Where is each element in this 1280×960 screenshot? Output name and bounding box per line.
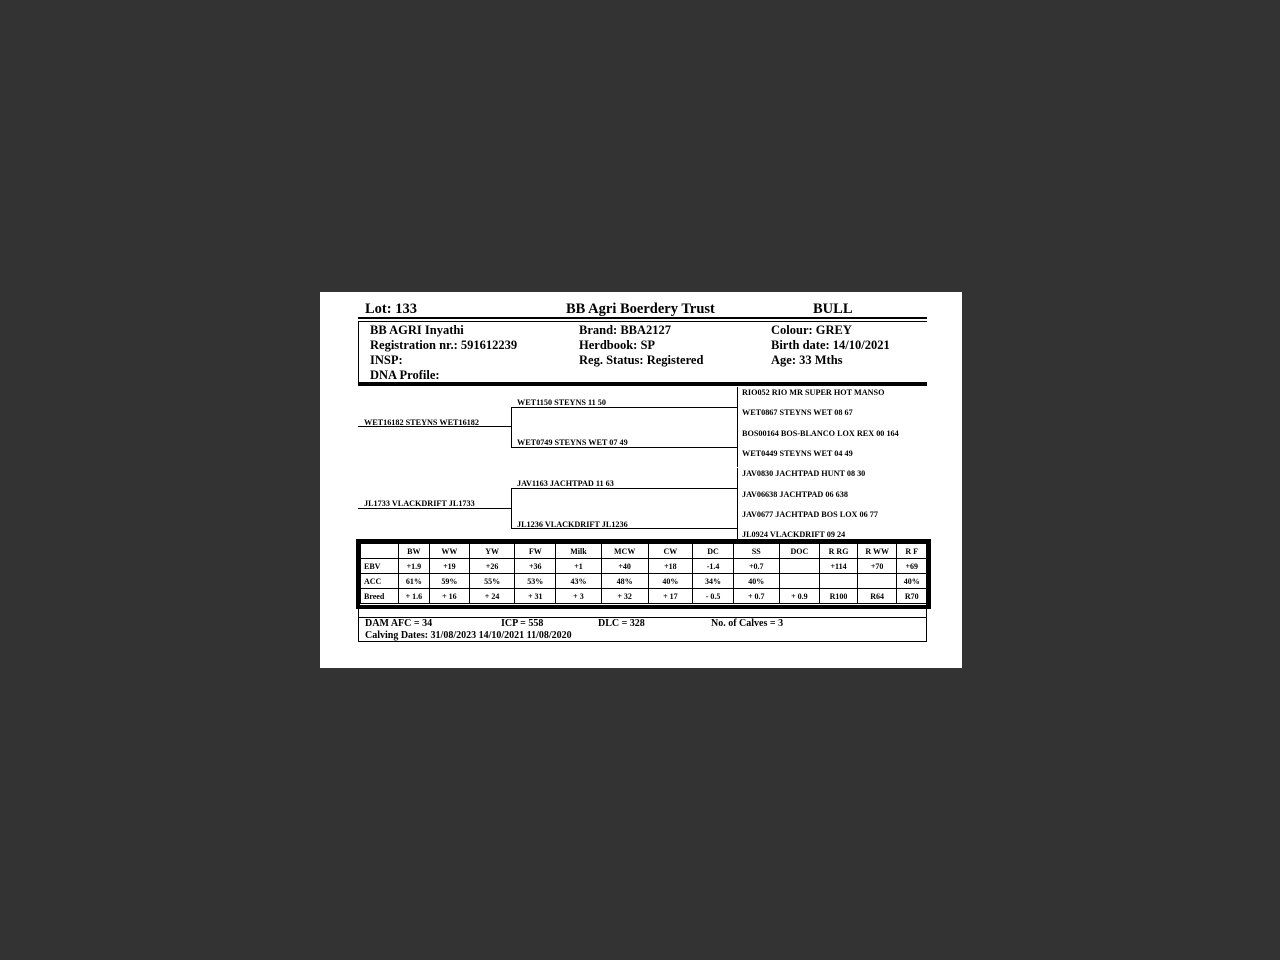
sire-bracket bbox=[511, 407, 512, 448]
acc-cell: 40% bbox=[648, 574, 693, 589]
ebv-cell: -1.4 bbox=[693, 559, 734, 574]
ancestor-8: JL0924 VLACKDRIFT 09 24 bbox=[742, 530, 846, 539]
ebv-header-cell: FW bbox=[515, 544, 556, 559]
dam-afc: DAM AFC = 34 bbox=[365, 618, 433, 629]
acc-cell: 34% bbox=[693, 574, 734, 589]
ebv-header-cell: CW bbox=[648, 544, 693, 559]
insp-label: INSP: bbox=[370, 353, 403, 367]
dna-profile-label: DNA Profile: bbox=[370, 368, 440, 382]
registration-status: Reg. Status: Registered bbox=[579, 353, 704, 367]
acc-cell bbox=[857, 574, 897, 589]
acc-cell: 59% bbox=[430, 574, 470, 589]
breed-cell: + 24 bbox=[469, 589, 515, 604]
breed-cell: + 16 bbox=[430, 589, 470, 604]
gen3-bracket-1 bbox=[737, 387, 738, 427]
ebv-header-cell: R WW bbox=[857, 544, 897, 559]
ebv-header-cell: SS bbox=[733, 544, 779, 559]
ebv-cell: +0.7 bbox=[733, 559, 779, 574]
row-label: EBV bbox=[361, 559, 399, 574]
ebv-cell bbox=[779, 559, 820, 574]
ebv-header-cell: R F bbox=[897, 544, 927, 559]
ebv-header-cell bbox=[361, 544, 399, 559]
breed-cell: + 0.9 bbox=[779, 589, 820, 604]
acc-row bbox=[361, 574, 927, 589]
sire-sire-name: WET1150 STEYNS 11 50 bbox=[517, 398, 606, 407]
acc-cell bbox=[820, 574, 858, 589]
brand: Brand: BBA2127 bbox=[579, 323, 672, 337]
breed-cell: + 32 bbox=[601, 589, 648, 604]
ebv-cell: +26 bbox=[469, 559, 515, 574]
dam-dam-name: JL1236 VLACKDRIFT JL1236 bbox=[517, 520, 628, 529]
gen3-bracket-2 bbox=[737, 427, 738, 467]
ancestor-7: JAV0677 JACHTPAD BOS LOX 06 77 bbox=[742, 510, 878, 519]
dam-name: JL1733 VLACKDRIFT JL1733 bbox=[364, 499, 475, 508]
ebv-cell: +36 bbox=[515, 559, 556, 574]
ebv-header-cell: DOC bbox=[779, 544, 820, 559]
ebv-header-cell: DC bbox=[693, 544, 734, 559]
ebv-header-cell: MCW bbox=[601, 544, 648, 559]
header-rule-top bbox=[358, 317, 927, 319]
ebv-cell: +114 bbox=[820, 559, 858, 574]
ebv-row bbox=[361, 559, 927, 574]
acc-cell: 61% bbox=[398, 574, 430, 589]
birth-date: Birth date: 14/10/2021 bbox=[771, 338, 890, 352]
ancestor-1: RIO052 RIO MR SUPER HOT MANSO bbox=[742, 388, 885, 397]
sire-dam-name: WET0749 STEYNS WET 07 49 bbox=[517, 438, 628, 447]
herdbook: Herdbook: SP bbox=[579, 338, 656, 352]
age: Age: 33 Mths bbox=[771, 353, 843, 367]
ebv-cell: +70 bbox=[857, 559, 897, 574]
ebv-header-row bbox=[361, 544, 927, 559]
dlc: DLC = 328 bbox=[598, 618, 645, 629]
lot-card bbox=[320, 292, 962, 668]
lot-number: Lot: 133 bbox=[365, 301, 417, 317]
colour: Colour: GREY bbox=[771, 323, 852, 337]
animal-name: BB AGRI Inyathi bbox=[370, 323, 464, 337]
row-label: ACC bbox=[361, 574, 399, 589]
dam-bracket bbox=[511, 488, 512, 529]
gen3-bracket-4 bbox=[737, 508, 738, 541]
ancestor-4: WET0449 STEYNS WET 04 49 bbox=[742, 449, 853, 458]
breed-cell: R70 bbox=[897, 589, 927, 604]
sex-label: BULL bbox=[813, 301, 853, 317]
ebv-header-cell: BW bbox=[398, 544, 430, 559]
calving-dates: Calving Dates: 31/08/2023 14/10/2021 11/08/2020 bbox=[365, 630, 572, 641]
ancestor-2: WET0867 STEYNS WET 08 67 bbox=[742, 408, 853, 417]
ancestor-6: JAV06638 JACHTPAD 06 638 bbox=[742, 490, 848, 499]
sire-sire-line bbox=[511, 407, 737, 408]
header-rule-bottom bbox=[358, 321, 927, 322]
breed-cell: + 17 bbox=[648, 589, 693, 604]
sire-dam-line bbox=[511, 447, 737, 448]
dam-line bbox=[358, 508, 511, 509]
acc-cell: 48% bbox=[601, 574, 648, 589]
acc-cell: 43% bbox=[556, 574, 602, 589]
sire-name: WET16182 STEYNS WET16182 bbox=[364, 418, 479, 427]
info-left-border bbox=[358, 322, 359, 382]
breed-cell: + 31 bbox=[515, 589, 556, 604]
info-bottom-rule bbox=[358, 382, 927, 386]
acc-cell: 40% bbox=[897, 574, 927, 589]
gen3-bracket-3 bbox=[737, 468, 738, 508]
breed-cell: R64 bbox=[857, 589, 897, 604]
breed-cell: + 3 bbox=[556, 589, 602, 604]
acc-cell: 53% bbox=[515, 574, 556, 589]
ebv-cell: +69 bbox=[897, 559, 927, 574]
acc-cell bbox=[779, 574, 820, 589]
ebv-cell: +18 bbox=[648, 559, 693, 574]
ebv-header-cell: R RG bbox=[820, 544, 858, 559]
breed-cell: - 0.5 bbox=[693, 589, 734, 604]
breed-cell: R100 bbox=[820, 589, 858, 604]
dam-sire-name: JAV1163 JACHTPAD 11 63 bbox=[517, 479, 614, 488]
ebv-cell: +1.9 bbox=[398, 559, 430, 574]
icp: ICP = 558 bbox=[501, 618, 544, 629]
ancestor-3: BOS00164 BOS-BLANCO LOX REX 00 164 bbox=[742, 429, 899, 438]
breed-cell: + 0.7 bbox=[733, 589, 779, 604]
owner-name: BB Agri Boerdery Trust bbox=[566, 301, 715, 317]
acc-cell: 55% bbox=[469, 574, 515, 589]
ebv-header-cell: YW bbox=[469, 544, 515, 559]
dam-sire-line bbox=[511, 488, 737, 489]
acc-cell: 40% bbox=[733, 574, 779, 589]
ebv-header-cell: Milk bbox=[556, 544, 602, 559]
number-of-calves: No. of Calves = 3 bbox=[711, 618, 784, 629]
ebv-cell: +1 bbox=[556, 559, 602, 574]
ancestor-5: JAV0830 JACHTPAD HUNT 08 30 bbox=[742, 469, 866, 478]
breed-cell: + 1.6 bbox=[398, 589, 430, 604]
row-label: Breed bbox=[361, 589, 399, 604]
ebv-header-cell: WW bbox=[430, 544, 470, 559]
ebv-table bbox=[360, 543, 927, 604]
ebv-cell: +40 bbox=[601, 559, 648, 574]
registration-number: Registration nr.: 591612239 bbox=[370, 338, 518, 352]
ebv-cell: +19 bbox=[430, 559, 470, 574]
